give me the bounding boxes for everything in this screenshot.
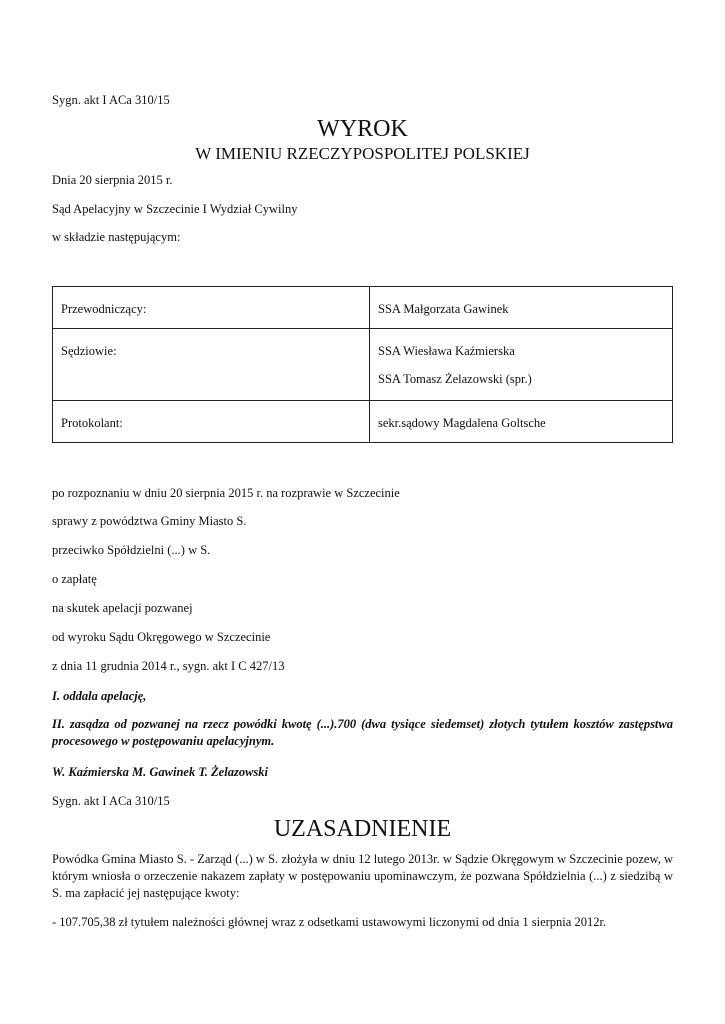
composition-row-judges: [53, 329, 673, 401]
names-cell: [370, 287, 673, 329]
person-name: sekr.sądowy Magdalena Goltsche: [378, 416, 546, 430]
composition-row-chair: [53, 287, 673, 329]
justification-paragraph: - 107.705,38 zł tytułem należności głównej wraz z odsetkami ustawowymi liczonymi od dnia 1 sierpnia 2012r.: [52, 915, 607, 929]
composition-row-clerk: [53, 401, 673, 443]
verdict-judges: W. Kaźmierska M. Gawinek T. Żelazowski: [52, 765, 268, 779]
person-name: SSA Tomasz Żelazowski (spr.): [378, 372, 532, 386]
judgment-date: Dnia 20 sierpnia 2015 r.: [52, 173, 173, 187]
role-label: Sędziowie:: [61, 344, 117, 358]
role-cell: [53, 401, 370, 443]
verdict-point-2: II. zasądza od pozwanej na rzecz powódki kwotę (...).700 (dwa tysiące siedemset) złotych tytułem kosztów zastępstwa procesowego w postępowaniu apelacyjnym.: [52, 717, 673, 748]
proceedings-line: od wyroku Sądu Okręgowego w Szczecinie: [52, 630, 271, 644]
proceedings-line: o zapłatę: [52, 572, 97, 586]
justification-title: UZASADNIENIE: [273, 816, 452, 842]
document-title: WYROK: [317, 116, 408, 142]
document-subtitle: W IMIENIU RZECZYPOSPOLITEJ POLSKIEJ: [195, 144, 530, 163]
proceedings-line: z dnia 11 grudnia 2014 r., sygn. akt I C 427/13: [52, 659, 285, 673]
composition-table: [52, 286, 673, 443]
court-name: Sąd Apelacyjny w Szczecinie I Wydział Cywilny: [52, 202, 298, 216]
person-name: SSA Wiesława Kaźmierska: [378, 344, 515, 358]
proceedings-line: na skutek apelacji pozwanej: [52, 601, 193, 615]
role-cell: [53, 287, 370, 329]
names-cell: [370, 401, 673, 443]
proceedings-line: po rozpoznaniu w dniu 20 sierpnia 2015 r. na rozprawie w Szczecinie: [52, 486, 400, 500]
role-label: Protokolant:: [61, 416, 123, 430]
case-signature: Sygn. akt I ACa 310/15: [52, 93, 170, 107]
person-name: SSA Małgorzata Gawinek: [378, 302, 509, 316]
proceedings-line: przeciwko Spółdzielni (...) w S.: [52, 543, 211, 557]
verdict-point-1: I. oddala apelację,: [52, 689, 147, 703]
role-cell: [53, 329, 370, 401]
proceedings-line: sprawy z powództwa Gminy Miasto S.: [52, 514, 247, 528]
justification-signature: Sygn. akt I ACa 310/15: [52, 794, 170, 808]
justification-paragraph: Powódka Gmina Miasto S. - Zarząd (...) w S. złożyła w dniu 12 lutego 2013r. w Sądzie Okręgowym w Szczecinie pozew, w którym wniosła o orzeczenie nakazem zapłaty w postępowaniu upominawczym, że pozwana Spółdzielnia (...) z siedzibą w S. ma zapłacić jej następujące kwoty:: [52, 852, 673, 900]
names-cell: [370, 329, 673, 401]
composition-intro: w składzie następującym:: [52, 230, 181, 244]
role-label: Przewodniczący:: [61, 302, 147, 316]
